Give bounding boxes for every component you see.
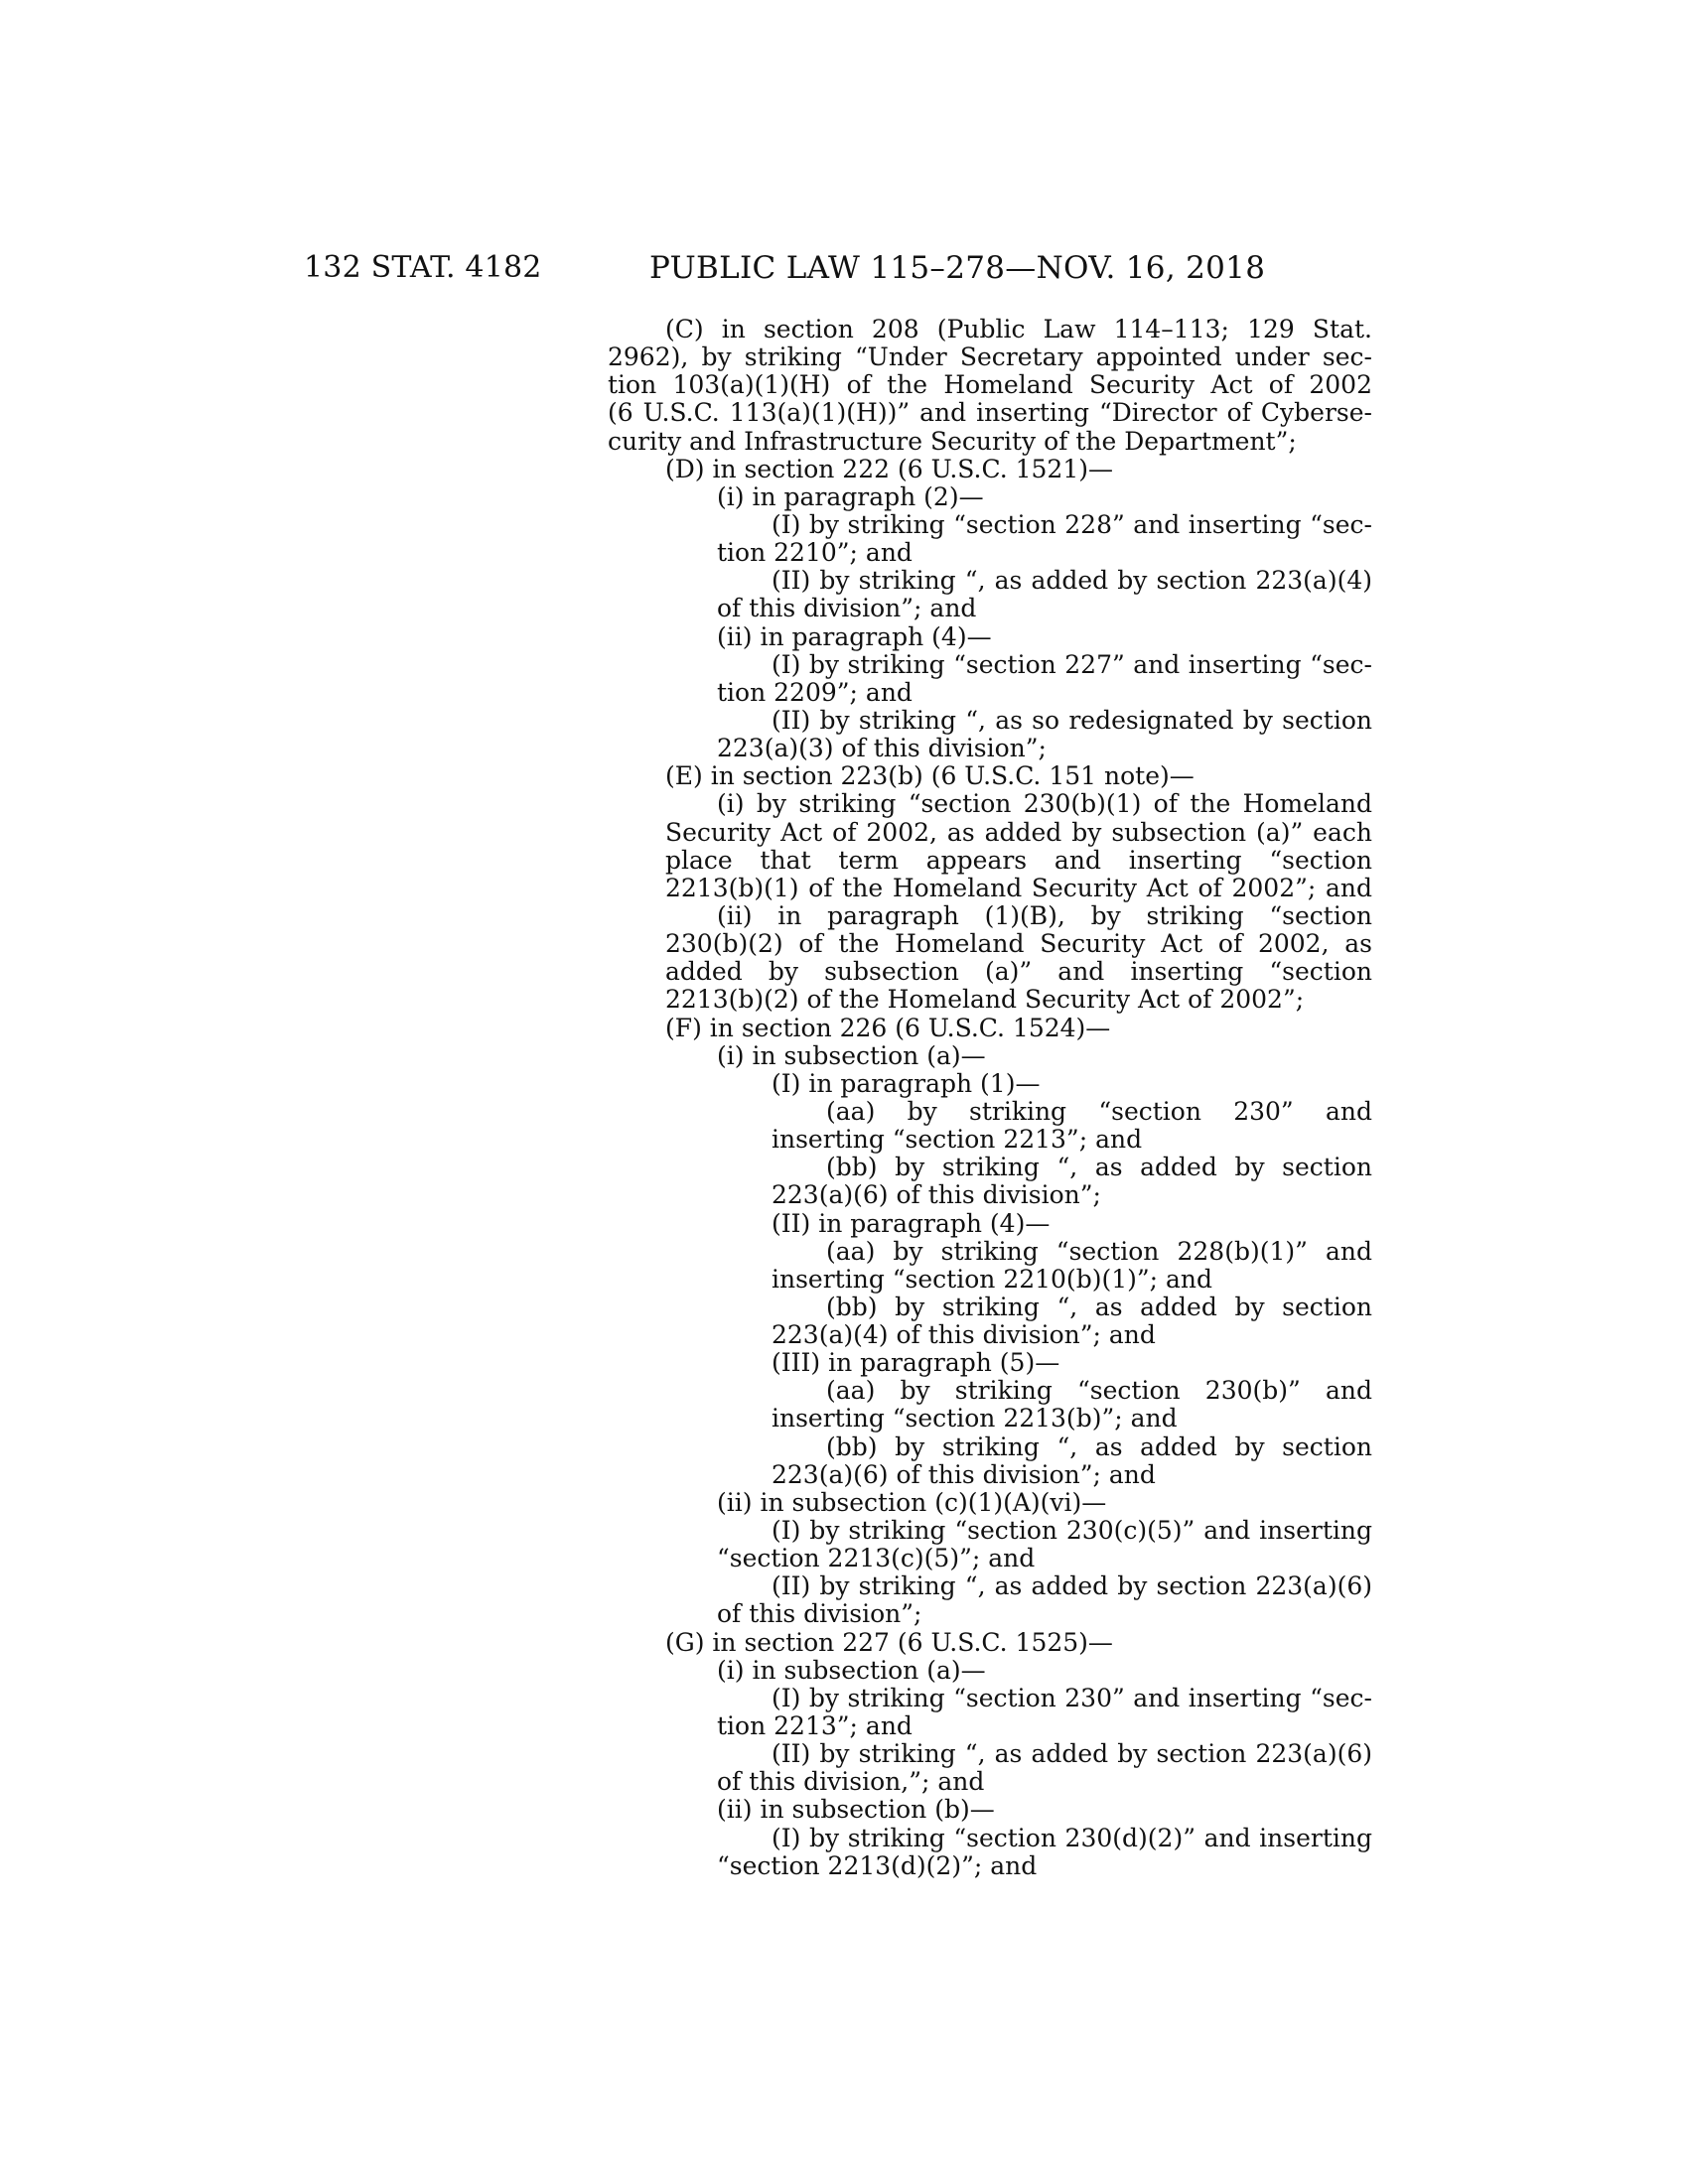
text-line [608, 1181, 1372, 1209]
text-line [608, 1572, 1372, 1600]
text-line-content: tion 103(a)(1)(H) of the Homeland Security Act of 2002 [608, 370, 1372, 400]
text-line [608, 1852, 1372, 1880]
text-line-content: “section 2213(d)(2)”; and [717, 1850, 1038, 1880]
text-line-content: (II) by striking “, as added by section 223(a)(4) [772, 566, 1372, 596]
text-line [608, 1070, 1372, 1098]
text-line [608, 1294, 1372, 1321]
text-line-content: (ii) in subsection (b)— [717, 1795, 995, 1825]
text-line [608, 1266, 1372, 1294]
text-line [608, 1685, 1372, 1712]
text-line [608, 1489, 1372, 1517]
text-line [608, 930, 1372, 958]
text-line-content: (II) by striking “, as added by section 223(a)(6) [772, 1739, 1372, 1769]
text-line-content: (F) in section 226 (6 U.S.C. 1524)— [665, 1013, 1111, 1042]
text-line-content: (aa) by striking “section 230(b)” and [826, 1376, 1372, 1406]
text-line [608, 399, 1372, 427]
text-line-content: added by subsection (a)” and inserting “section [665, 957, 1372, 987]
text-line [608, 762, 1372, 790]
text-line-content: (bb) by striking “, as added by section [826, 1153, 1372, 1182]
text-line-content: (D) in section 222 (6 U.S.C. 1521)— [665, 454, 1113, 483]
text-line [608, 1629, 1372, 1657]
text-line [608, 1154, 1372, 1181]
text-line [608, 1349, 1372, 1377]
text-line-content: (i) by striking “section 230(b)(1) of the Homeland [717, 789, 1372, 819]
text-line [608, 483, 1372, 511]
text-line [608, 1796, 1372, 1824]
text-line [608, 1461, 1372, 1489]
text-line-content: 2962), by striking “Under Secretary appointed under sec- [608, 342, 1372, 372]
text-line [608, 1042, 1372, 1070]
text-line [608, 651, 1372, 679]
text-line [608, 1405, 1372, 1433]
text-line-content: (I) by striking “section 230(c)(5)” and inserting [772, 1516, 1372, 1546]
text-line-content: tion 2210”; and [717, 538, 913, 568]
text-line [608, 1377, 1372, 1405]
text-line-content: (I) by striking “section 230(d)(2)” and inserting [772, 1823, 1372, 1852]
text-line [608, 1098, 1372, 1126]
text-line [608, 1126, 1372, 1154]
text-line-content: of this division”; and [717, 594, 977, 623]
text-line-content: (G) in section 227 (6 U.S.C. 1525)— [665, 1627, 1113, 1657]
public-law-title: PUBLIC LAW 115–278—NOV. 16, 2018 [649, 250, 1266, 286]
text-line [608, 1600, 1372, 1628]
text-line-content: (I) by striking “section 230” and inserting “sec- [772, 1683, 1372, 1712]
text-line-content: of this division,”; and [717, 1767, 985, 1797]
text-line-content: of this division”; [717, 1599, 922, 1629]
text-line [608, 1657, 1372, 1685]
text-line-content: (II) by striking “, as added by section 223(a)(6) [772, 1571, 1372, 1601]
text-line-content: curity and Infrastructure Security of the Department”; [608, 426, 1297, 456]
text-line-content: (aa) by striking “section 228(b)(1)” and [826, 1236, 1372, 1266]
text-line-content: 223(a)(6) of this division”; [772, 1180, 1101, 1210]
text-line [608, 595, 1372, 622]
page-header [0, 0, 1688, 318]
text-line [608, 456, 1372, 483]
text-line-content: (I) in paragraph (1)— [772, 1068, 1041, 1098]
text-line [608, 1433, 1372, 1461]
text-line-content: 223(a)(6) of this division”; and [772, 1459, 1156, 1489]
text-line-content: 2213(b)(1) of the Homeland Security Act of 2002”; and [665, 873, 1372, 902]
text-line [608, 790, 1372, 818]
text-line [608, 343, 1372, 371]
text-line [608, 819, 1372, 847]
text-line [608, 511, 1372, 539]
text-line [608, 847, 1372, 875]
text-line-content: inserting “section 2213”; and [772, 1125, 1143, 1155]
text-line-content: inserting “section 2213(b)”; and [772, 1404, 1178, 1433]
text-line [608, 707, 1372, 735]
text-line [608, 875, 1372, 902]
text-line-content: tion 2209”; and [717, 677, 913, 707]
text-line [608, 958, 1372, 986]
text-line [608, 623, 1372, 651]
text-line [608, 1768, 1372, 1796]
text-line [608, 567, 1372, 595]
text-line-content: (bb) by striking “, as added by section [826, 1292, 1372, 1321]
text-line-content: (I) by striking “section 228” and inserting “sec- [772, 509, 1372, 539]
text-line [608, 1238, 1372, 1266]
text-line [608, 1210, 1372, 1238]
text-line-content: (i) in paragraph (2)— [717, 481, 984, 511]
text-line-content: (III) in paragraph (5)— [772, 1348, 1060, 1378]
text-line-content: (E) in section 223(b) (6 U.S.C. 151 note)— [665, 761, 1195, 791]
text-line-content: (I) by striking “section 227” and inserting “sec- [772, 649, 1372, 679]
text-line-content: (i) in subsection (a)— [717, 1655, 986, 1685]
text-line [608, 1545, 1372, 1572]
text-line [608, 1825, 1372, 1852]
text-line-content: 230(b)(2) of the Homeland Security Act of 2002, as [665, 929, 1372, 959]
text-line-content: 223(a)(3) of this division”; [717, 734, 1047, 763]
text-line [608, 428, 1372, 456]
text-line [608, 371, 1372, 399]
text-line [608, 1740, 1372, 1768]
text-line [608, 1712, 1372, 1740]
text-line [608, 735, 1372, 762]
text-line-content: (ii) in paragraph (1)(B), by striking “section [717, 900, 1372, 930]
text-line [608, 1321, 1372, 1349]
statute-body-text [608, 316, 1372, 1880]
statute-page-reference: 132 STAT. 4182 [304, 250, 542, 285]
text-line-content: (II) by striking “, as so redesignated by section [772, 705, 1372, 735]
text-line-content: 2213(b)(2) of the Homeland Security Act of 2002”; [665, 985, 1305, 1015]
text-line-content: (II) in paragraph (4)— [772, 1208, 1051, 1238]
text-line [608, 986, 1372, 1014]
text-line-content: Security Act of 2002, as added by subsection (a)” each [665, 817, 1372, 847]
text-line-content: (6 U.S.C. 113(a)(1)(H))” and inserting “Director of Cyberse- [608, 398, 1372, 428]
text-line-content: tion 2213”; and [717, 1711, 913, 1741]
text-line-content: (i) in subsection (a)— [717, 1040, 986, 1070]
text-line-content: (ii) in subsection (c)(1)(A)(vi)— [717, 1487, 1107, 1517]
text-line [608, 679, 1372, 707]
text-line-content: “section 2213(c)(5)”; and [717, 1544, 1036, 1573]
text-line [608, 1517, 1372, 1545]
text-line [608, 316, 1372, 343]
text-line [608, 902, 1372, 930]
text-line-content: (bb) by striking “, as added by section [826, 1432, 1372, 1461]
text-line [608, 539, 1372, 567]
text-line-content: (aa) by striking “section 230” and [826, 1096, 1372, 1126]
text-line-content: inserting “section 2210(b)(1)”; and [772, 1264, 1213, 1294]
text-line-content: 223(a)(4) of this division”; and [772, 1320, 1156, 1350]
text-line-content: (ii) in paragraph (4)— [717, 621, 992, 651]
text-line-content: place that term appears and inserting “section [665, 845, 1372, 875]
text-line [608, 1015, 1372, 1042]
text-line-content: (C) in section 208 (Public Law 114–113; 129 Stat. [665, 315, 1372, 343]
